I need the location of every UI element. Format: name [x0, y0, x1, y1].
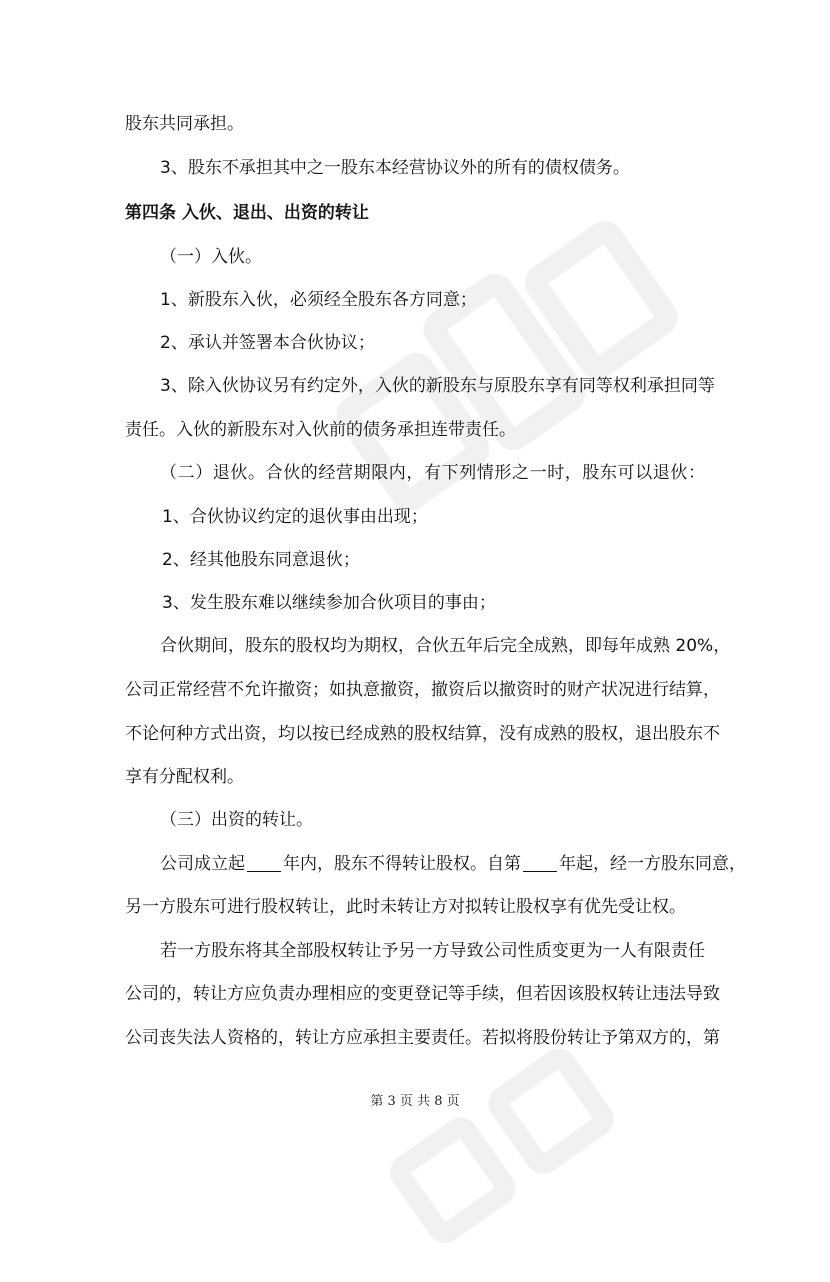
- paragraph-line: 享有分配权利。: [125, 767, 244, 787]
- text-segment: 年起，经一方股东同意，: [559, 854, 746, 874]
- paragraph-line: 公司正常经营不允许撤资；如执意撤资，撤资后以撤资时的财产状况进行结算，: [125, 680, 720, 700]
- blank-field: [247, 853, 281, 872]
- page-footer: 第 3 页 共 8 页: [370, 1094, 460, 1109]
- watermark-shape-bottom: [369, 1016, 651, 1263]
- list-item: 1、合伙协议约定的退伙事由出现；: [162, 507, 428, 527]
- list-item: 3、发生股东难以继续参加合伙项目的事由；: [162, 593, 496, 613]
- paragraph-line: 股东共同承担。: [125, 114, 244, 134]
- list-item: 1、新股东入伙，必须经全股东各方同意；: [160, 290, 477, 310]
- list-item: 2、经其他股东同意退伙；: [162, 550, 360, 570]
- paragraph-line-with-blanks: [160, 852, 746, 876]
- paragraph-line: 3、股东不承担其中之一股东本经营协议外的所有的债权债务。: [160, 158, 630, 178]
- text-segment: 年内，股东不得转让股权。自第: [283, 854, 521, 874]
- text-segment: 公司成立起: [160, 854, 245, 874]
- paragraph-line: 公司丧失法人资格的，转让方应承担主要责任。若拟将股份转让予第双方的，第: [125, 1028, 720, 1048]
- section-heading: （一）入伙。: [160, 247, 262, 267]
- blank-field: [523, 853, 557, 872]
- paragraph-line: 另一方股东可进行股权转让，此时未转让方对拟转让股权享有优先受让权。: [125, 897, 686, 917]
- paragraph-line: 合伙期间，股东的股权均为期权，合伙五年后完全成熟，即每年成熟 20%，: [160, 636, 731, 656]
- paragraph-line: 不论何种方式出资，均以按已经成熟的股权结算，没有成熟的股权，退出股东不: [125, 724, 720, 744]
- list-item: 3、除入伙协议另有约定外，入伙的新股东与原股东享有同等权利承担同等: [160, 376, 715, 396]
- list-item: 2、承认并签署本合伙协议；: [160, 333, 375, 353]
- paragraph-line: 公司的，转让方应负责办理相应的变更登记等手续，但若因该股权转让违法导致: [125, 984, 720, 1004]
- section-heading: （二）退伙。合伙的经营期限内，有下列情形之一时，股东可以退伙：: [160, 463, 705, 483]
- paragraph-line: 若一方股东将其全部股权转让予另一方导致公司性质变更为一人有限责任: [160, 941, 705, 961]
- section-heading: （三）出资的转让。: [160, 810, 313, 830]
- article-heading: 第四条 入伙、退出、出资的转让: [125, 203, 369, 223]
- paragraph-line: 责任。入伙的新股东对入伙前的债务承担连带责任。: [125, 420, 516, 440]
